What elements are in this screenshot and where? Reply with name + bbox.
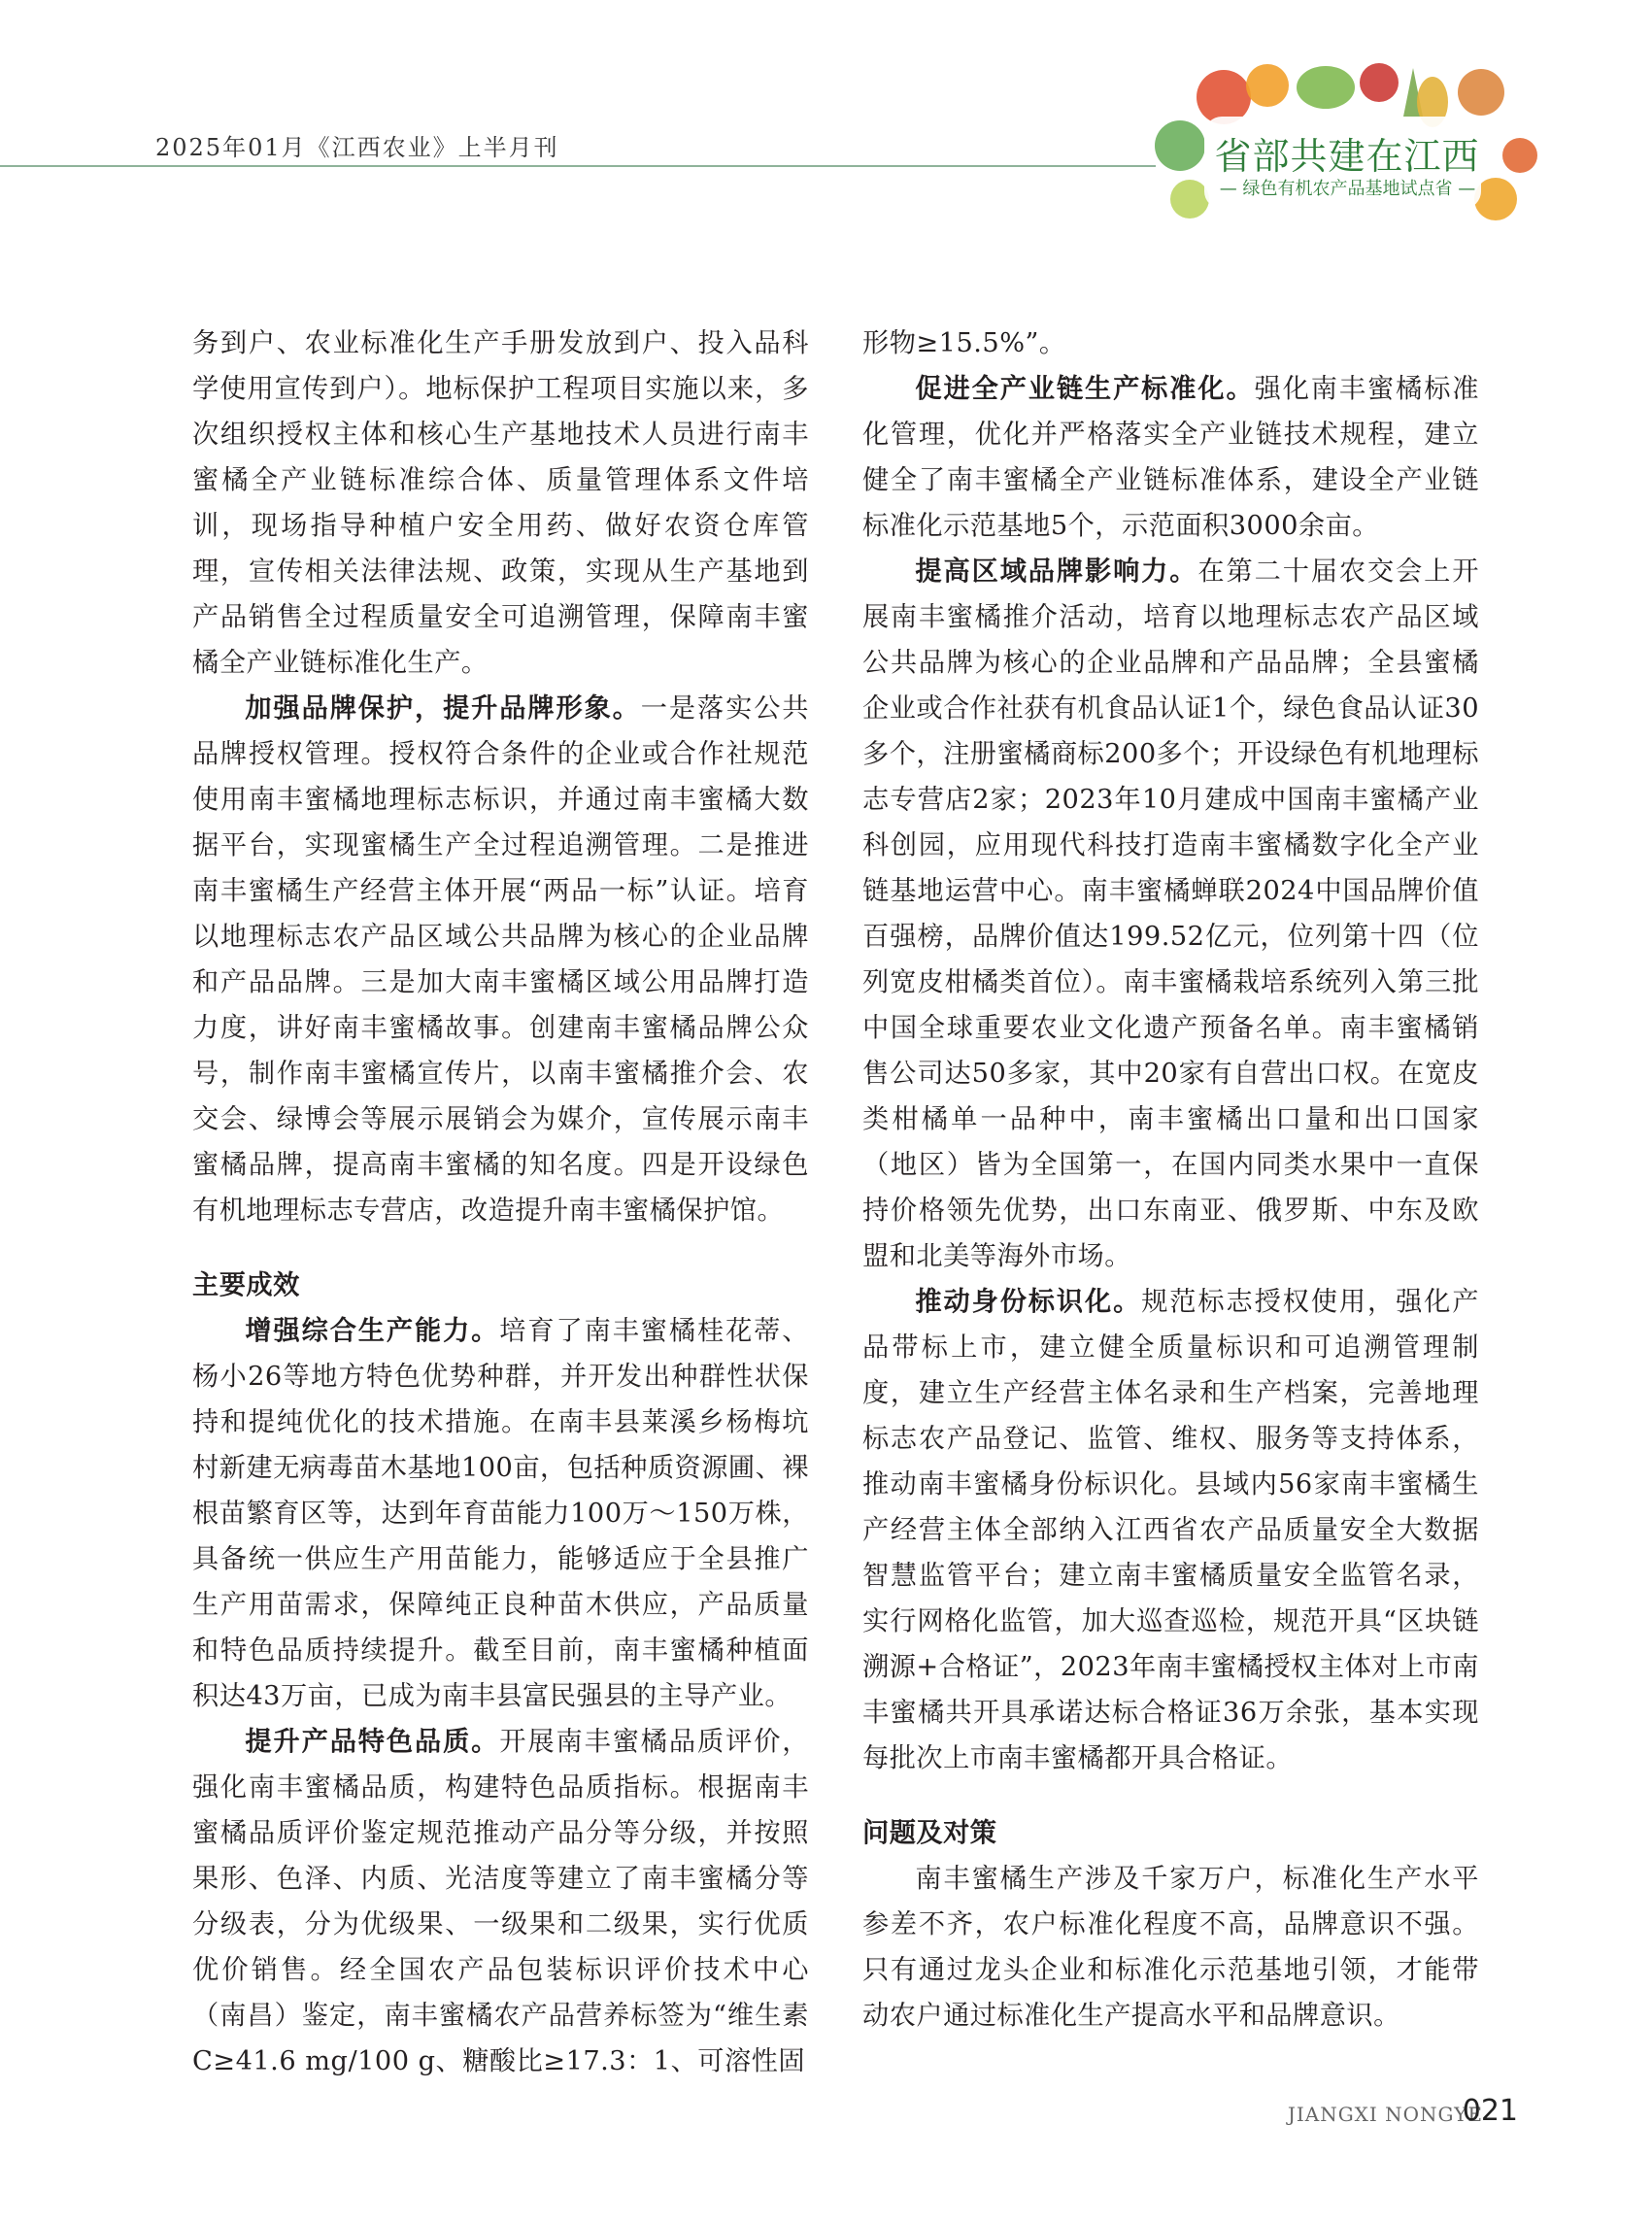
issue-info: 2025年01月《江西农业》上半月刊	[155, 134, 559, 161]
paragraph: 南丰蜜橘生产涉及千家万户，标准化生产水平参差不齐，农户标准化程度不高，品牌意识不强。只有通过龙头企业和标准化示范基地引领，才能带动农户通过标准化生产提高水平和品牌意识。	[862, 1864, 1479, 2031]
header-divider	[0, 165, 1156, 167]
paragraph-body: 开展南丰蜜橘品质评价，强化南丰蜜橘品质，构建特色品质指标。根据南丰蜜橘品质评价鉴定规范推动产品分等分级，并按照果形、色泽、内质、光洁度等建立了南丰蜜橘分等分级表，分为优级果、一级果和二级果，实行优质优价销售。经全国农产品包装标识评价技术中心（南昌）鉴定，南丰蜜橘农产品营养标签为“维生素C≥41.6 mg/100 g、糖酸比≥17.3：1、可溶性固	[192, 1727, 809, 2076]
paragraph-body: 培育了南丰蜜橘桂花蒂、杨小26等地方特色优势种群，并开发出种群性状保持和提纯优化的技术措施。在南丰县莱溪乡杨梅坑村新建无病毒苗木基地100亩，包括种质资源圃、裸根苗繁育区等，达到年育苗能力100万～150万株，具备统一供应生产用苗能力，能够适应于全县推广生产用苗需求，保障纯正良种苗木供应，产品质量和特色品质持续提升。截至目前，南丰蜜橘种植面积达43万亩，已成为南丰县富民强县的主导产业。	[192, 1316, 809, 1711]
paragraph-lead: 提高区域品牌影响力。	[915, 556, 1198, 587]
paragraph-lead: 促进全产业链生产标准化。	[915, 374, 1255, 404]
paragraph	[862, 1279, 1479, 1781]
paragraph-lead: 推动身份标识化。	[915, 1287, 1142, 1317]
paragraph	[192, 686, 809, 1233]
paragraph	[862, 366, 1479, 549]
section-heading: 问题及对策	[862, 1818, 997, 1848]
section-heading: 主要成效	[192, 1270, 300, 1300]
page-number: 021	[1462, 2094, 1518, 2128]
paragraph: 务到户、农业标准化生产手册发放到户、投入品科学使用宣传到户）。地标保护工程项目实施以来，多次组织授权主体和核心生产基地技术人员进行南丰蜜橘全产业链标准综合体、质量管理体系文件培训，现场指导种植户安全用药、做好农资仓库管理，宣传相关法律法规、政策，实现从生产基地到产品销售全过程质量安全可追溯管理，保障南丰蜜橘全产业链标准化生产。	[192, 328, 809, 678]
paragraph-lead: 增强综合生产能力。	[245, 1316, 500, 1346]
badge-title: 省部共建在江西	[1214, 135, 1480, 178]
paragraph-body: 一是落实公共品牌授权管理。授权符合条件的企业或合作社规范使用南丰蜜橘地理标志标识，并通过南丰蜜橘大数据平台，实现蜜橘生产全过程追溯管理。二是推进南丰蜜橘生产经营主体开展“两品一标”认证。培育以地理标志农产品区域公共品牌为核心的企业品牌和产品品牌。三是加大南丰蜜橘区域公用品牌打造力度，讲好南丰蜜橘故事。创建南丰蜜橘品牌公众号，制作南丰蜜橘宣传片，以南丰蜜橘推介会、农交会、绿博会等展示展销会为媒介，宣传展示南丰蜜橘品牌，提高南丰蜜橘的知名度。四是开设绿色有机地理标志专营店，改造提升南丰蜜橘保护馆。	[192, 693, 809, 1226]
paragraph-body: 在第二十届农交会上开展南丰蜜橘推介活动，培育以地理标志农产品区域公共品牌为核心的企业品牌和产品品牌；全县蜜橘企业或合作社获有机食品认证1个，绿色食品认证30多个，注册蜜橘商标200多个；开设绿色有机地理标志专营店2家；2023年10月建成中国南丰蜜橘产业科创园，应用现代科技打造南丰蜜橘数字化全产业链基地运营中心。南丰蜜橘蝉联2024中国品牌价值百强榜，品牌价值达199.52亿元，位列第十四（位列宽皮柑橘类首位）。南丰蜜橘栽培系统列入第三批中国全球重要农业文化遗产预备名单。南丰蜜橘销售公司达50多家，其中20家有自营出口权。在宽皮类柑橘单一品种中，南丰蜜橘出口量和出口国家（地区）皆为全国第一，在国内同类水果中一直保持价格领先优势，出口东南亚、俄罗斯、中东及欧盟和北美等海外市场。	[862, 556, 1479, 1271]
footer-journal-name: JIANGXI NONGYE	[1287, 2103, 1483, 2126]
paragraph: 形物≥15.5%”。	[862, 328, 1066, 358]
paragraph	[192, 1308, 809, 1719]
paragraph	[862, 549, 1479, 1279]
paragraph-lead: 加强品牌保护，提升品牌形象。	[245, 693, 641, 724]
paragraph	[192, 1719, 809, 2084]
paragraph-body: 强化南丰蜜橘标准化管理，优化并严格落实全产业链技术规程，建立健全了南丰蜜橘全产业链标准体系，建设全产业链标准化示范基地5个，示范面积3000余亩。	[862, 374, 1479, 541]
paragraph-lead: 提升产品特色品质。	[245, 1727, 500, 1757]
paragraph-body: 规范标志授权使用，强化产品带标上市，建立健全质量标识和可追溯管理制度，建立生产经营主体名录和生产档案，完善地理标志农产品登记、监管、维权、服务等支持体系，推动南丰蜜橘身份标识化。县域内56家南丰蜜橘生产经营主体全部纳入江西省农产品质量安全大数据智慧监管平台；建立南丰蜜橘质量安全监管名录，实行网格化监管，加大巡查巡检，规范开具“区块链溯源+合格证”，2023年南丰蜜橘授权主体对上市南丰蜜橘共开具承诺达标合格证36万余张，基本实现每批次上市南丰蜜橘都开具合格证。	[862, 1287, 1479, 1773]
badge-subtitle: — 绿色有机农产品基地试点省 —	[1219, 179, 1476, 199]
left-column	[192, 320, 809, 2084]
right-column	[862, 320, 1479, 2039]
